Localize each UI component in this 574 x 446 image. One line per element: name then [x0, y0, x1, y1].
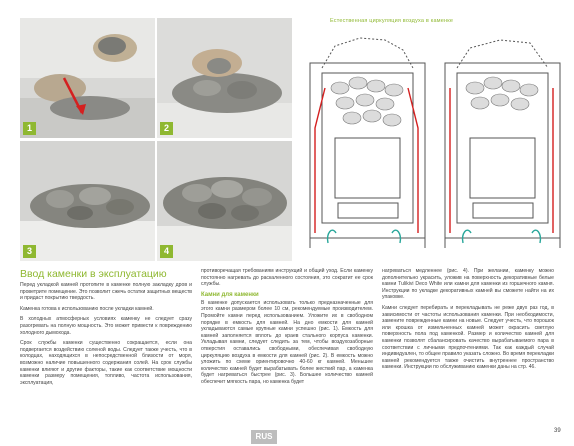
- col1-paragraph-1: Перед укладкой камней протопите в каменке полную закладку дров и проветрите помещение. Это позволит сжечь остатки защитных веществ и придаст покрытию твердость.: [20, 282, 192, 302]
- diagram-left-heater: [310, 38, 425, 248]
- page-number: 39: [554, 428, 561, 434]
- photo-2-image: [157, 18, 292, 138]
- photo-4-number: 4: [160, 245, 173, 258]
- diagram-right-airflow: [450, 88, 553, 243]
- photo-3: [20, 141, 155, 261]
- photo-1-image: [20, 18, 155, 138]
- photo-3-image: [20, 141, 155, 261]
- col1-paragraph-3: В холодных атмосферных условиях каменку не следует сразу разогревать на полную мощность. Это может привести к повреждению холодного дымохода.: [20, 316, 192, 336]
- col2-paragraph-1: противоречащая требованиям инструкций и общий уход. Если каменку постоянно нагревать до раскаленного состояния, это сократит ее срок службы.: [201, 268, 373, 288]
- diagram-left-stones: [331, 77, 403, 126]
- col3-paragraph-1: нагреваться медленнее (рис. 4). При желании, каменку можно дополнительно украсить, уложив на поверхность декоративные белые камни Tulikivi Deco White или камни для каменки из горшечного камня. Инструкции по укладке декоративных камней вы сможете найти на их упаковке.: [382, 268, 554, 301]
- language-tag: RUS: [251, 430, 277, 444]
- text-column-3: [382, 268, 554, 375]
- col1-paragraph-2: Каменка готова к использованию после укладки камней.: [20, 305, 154, 312]
- text-column-2: [201, 268, 373, 390]
- col1-paragraph-4: Срок службы каменки существенно сокращается, если она подвергается воздействию соленой воды. Следует также учесть, что в колодцах, находящихся в непосредственной близости от моря, возможно наличие повышенного содержания солей. На срок службы каменки влияют и другие факторы, такие как соответствие мощности каменки размеру помещения, топливо, частота использования, эксплуатация,: [20, 340, 192, 386]
- section-heading: Ввод каменки в эксплуатацию: [20, 268, 167, 280]
- photo-2: [157, 18, 292, 138]
- diagram-right-stones: [466, 77, 538, 110]
- col2-subheading: Камни для каменки: [201, 291, 259, 298]
- diagram-caption: Естественная циркуляция воздуха в каменке: [330, 18, 454, 24]
- photo-1: [20, 18, 155, 138]
- text-column-1: [20, 282, 192, 390]
- photo-1-number: 1: [23, 122, 36, 135]
- circulation-diagrams: [300, 28, 570, 256]
- photo-3-number: 3: [23, 245, 36, 258]
- col3-paragraph-2: Камни следует перебирать и перекладывать не реже двух раз год, в зависимости от частоты использования каменки. При необходимости, замените поврежденные камни на новые. Следует учесть, что порошок или крошка от измельченных камней может окрасить светлую поверхность пола под каменкой. Размер и количество камней для каменки позволят сбалансировать качество вырабатываемого пара в соответствии с личными предпочтениями. Так как каждый случай индивидуален, то общее правило указать сложно. Во время перекладки камней рекомендуется также очистить внутреннее пространство каменки. Инструкции по обслуживанию каменки даны на стр. 46.: [382, 304, 554, 371]
- photo-4: [157, 141, 292, 261]
- col2-paragraph-2: В каменке допускается использовать только предназначенные для этого камни размером более 10 см, рекомендуемые производителем. Промойте камни перед использованием. Уложите их в свободном порядке в емкость для камней. На дно емкости для камней укладываются самые крупные камни успешно (рис. 1). Емкость для камней заполняется вплоть до краев стального корпуса каменки. Укладывая камни, следует следить за тем, чтобы воздухозаборные отверстия оставались свободными, обеспечивая свободную циркуляцию воздуха в емкости для камней (рис. 2). В емкость можно уложить по схеме ориентировочно 40-60 кг камней. Меньшее количество камней будет вырабатывать более жесткий пар, а каменка будет нагреваться быстрее (рис. 3). Большее количество камней обеспечит мягкость пара, но каменка будет: [201, 299, 373, 385]
- diagram-right-heater: [445, 40, 560, 248]
- photo-2-number: 2: [160, 122, 173, 135]
- photo-4-image: [157, 141, 292, 261]
